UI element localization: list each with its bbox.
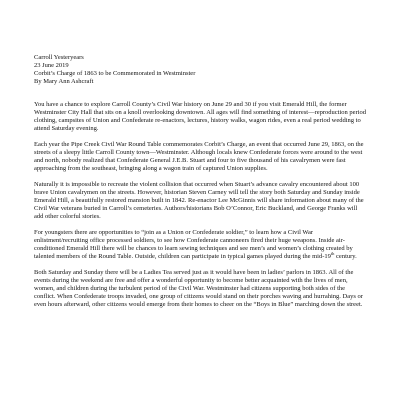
paragraph-1: You have a chance to explore Carroll County’s Civil War history on June 29 and 30 if you visit Emerald Hill, the former Westminster City Hall that sits on a knoll overlooking downtown. All ages will find something of interest—reproduction period clothing, campsites of Union and Confederate re-enactors, lectures, history walks, wagon rides, even a real period wedding to attend Saturday evening. [34, 101, 367, 132]
paragraph-4-text-end: century. [334, 253, 357, 260]
article-title: Corbit’s Charge of 1863 to be Commemorated in Westminster [34, 70, 196, 77]
paragraph-3: Naturally it is impossible to recreate the violent collision that occurred when Stuart’s advance cavalry encountered about 100 brave Union cavalrymen on the streets. However, historian Steven Carney will tell the story both Saturday and Sunday inside Emerald Hill, a beautifully restored mansion built in 1842. Re-enactor Lee McGinnis will share information about many of the Civil War veterans buried in Carroll’s cemeteries. Authors/historians Bob O’Connor, Eric Buckland, and George Franks will add other colorful stories. [34, 181, 364, 220]
article-date: 23 June 2019 [34, 62, 69, 69]
article-byline: By Mary Ann Ashcraft [34, 78, 94, 85]
article-body [34, 101, 368, 317]
paragraph-2: Each year the Pipe Creek Civil War Round Table commemorates Corbit’s Charge, an event that occurred June 29, 1863, on the streets of a sleepy little Carroll County town—Westminster. Although locals knew Confederate forces were around to the west and north, nobody realized that Confederate General J.E.B. Stuart and four to five thousand of his cavalrymen were fast approaching from the southeast, bringing along a wagon train of captured Union supplies. [34, 141, 364, 172]
article-header [34, 54, 195, 86]
ordinal-superscript: th [330, 250, 335, 256]
paragraph-4 [34, 229, 368, 261]
publication-name: Carroll Yesteryears [34, 54, 84, 61]
paragraph-4-text: For youngsters there are opportunities to “join as a Union or Confederate soldier,” to learn how a Civil War enlistment/recruiting office processed soldiers, to see how Confederate cannoneers fired their huge weapons. Inside air-conditioned Emerald Hill there will be chances to learn sewing techniques and see men’s and women’s clothing created by talented members of the Round Table. Outside, children can participate in typical games played during the mid-19 [34, 229, 353, 260]
paragraph-5: Both Saturday and Sunday there will be a Ladies Tea served just as it would have been in ladies’ parlors in 1863. All of the events during the weekend are free and offer a wonderful opportunity to become better acquainted with the lives of men, women, and children during the turbulent period of the Civil War. Westminster had citizens supporting both sides of the conflict. When Confederate troops invaded, one group of citizens would stand on their porches waving and hurrahing. Days or even hours afterward, other citizens would emerge from their homes to cheer on the “Boys in Blue” marching down the street. [34, 269, 363, 308]
